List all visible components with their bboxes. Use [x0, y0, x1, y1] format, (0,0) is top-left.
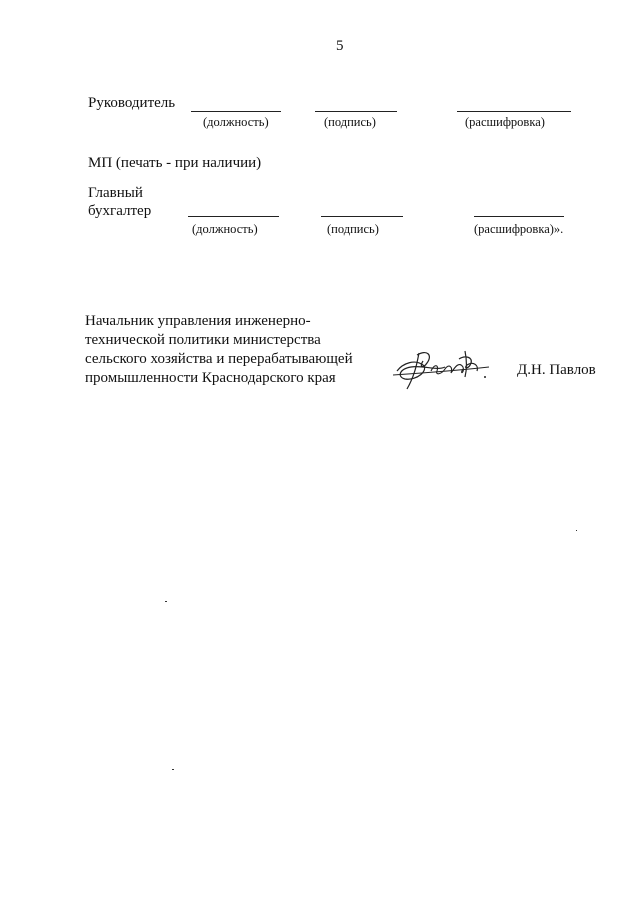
- accountant-name-caption: (расшифровка)».: [474, 222, 564, 236]
- accountant-position-caption: (должность): [192, 222, 258, 236]
- accountant-name-line: [474, 216, 564, 217]
- official-title-line: Начальник управления инженерно-: [85, 313, 311, 329]
- official-title-line: промышленности Краснодарского края: [85, 370, 336, 386]
- accountant-signature-line: [321, 216, 403, 217]
- stamp-note: МП (печать - при наличии): [88, 155, 262, 171]
- head-signature-line: [315, 111, 397, 112]
- official-title: [85, 312, 353, 388]
- handwritten-signature: [393, 345, 503, 393]
- official-title-line: технической политики министерства: [85, 332, 321, 348]
- accountant-signature-caption: (подпись): [327, 222, 379, 236]
- scan-speck: [172, 769, 174, 770]
- head-position-line: [191, 111, 281, 112]
- scan-speck: [165, 601, 167, 602]
- accountant-position-line: [188, 216, 279, 217]
- accountant-label-line2: бухгалтер: [88, 203, 152, 219]
- head-position-caption: (должность): [203, 115, 269, 129]
- head-signature-caption: (подпись): [324, 115, 376, 129]
- page-number: 5: [336, 38, 344, 54]
- accountant-label-line1: Главный: [88, 185, 143, 201]
- official-title-line: сельского хозяйства и перерабатывающей: [85, 351, 353, 367]
- head-name-caption: (расшифровка): [465, 115, 545, 129]
- head-name-line: [457, 111, 571, 112]
- signer-name: Д.Н. Павлов: [517, 362, 596, 378]
- scan-speck: [576, 530, 577, 531]
- head-label: Руководитель: [88, 95, 176, 111]
